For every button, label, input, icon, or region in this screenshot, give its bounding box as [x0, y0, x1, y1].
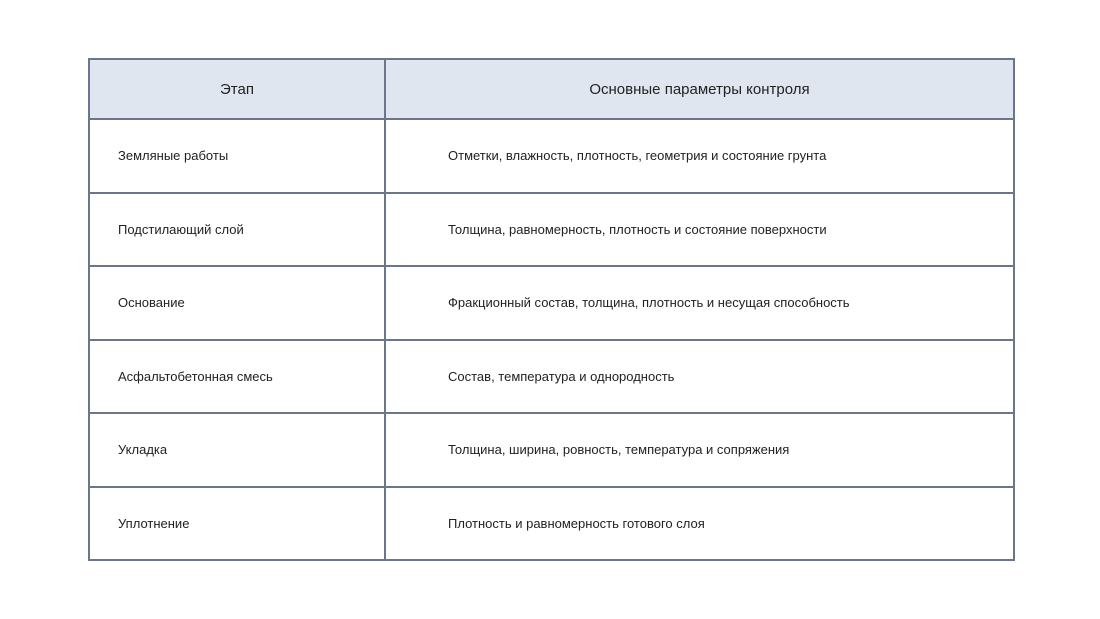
params-cell: Отметки, влажность, плотность, геометрия и состояние грунта	[385, 119, 1014, 193]
table-row	[89, 487, 1014, 561]
table-body	[89, 119, 1014, 560]
params-cell: Состав, температура и однородность	[385, 340, 1014, 414]
params-cell: Фракционный состав, толщина, плотность и несущая способность	[385, 266, 1014, 340]
table-row	[89, 413, 1014, 487]
params-cell: Толщина, равномерность, плотность и состояние поверхности	[385, 193, 1014, 267]
params-cell: Толщина, ширина, ровность, температура и сопряжения	[385, 413, 1014, 487]
stage-cell: Асфальтобетонная смесь	[89, 340, 385, 414]
quality-control-table	[88, 58, 1015, 561]
stage-cell: Земляные работы	[89, 119, 385, 193]
table-row	[89, 340, 1014, 414]
table-header	[89, 59, 1014, 119]
table-row	[89, 193, 1014, 267]
header-params: Основные параметры контроля	[385, 59, 1014, 119]
stage-cell: Укладка	[89, 413, 385, 487]
header-row	[89, 59, 1014, 119]
stage-cell: Уплотнение	[89, 487, 385, 561]
table-row	[89, 266, 1014, 340]
stage-cell: Основание	[89, 266, 385, 340]
params-cell: Плотность и равномерность готового слоя	[385, 487, 1014, 561]
header-stage: Этап	[89, 59, 385, 119]
table-row	[89, 119, 1014, 193]
stage-cell: Подстилающий слой	[89, 193, 385, 267]
